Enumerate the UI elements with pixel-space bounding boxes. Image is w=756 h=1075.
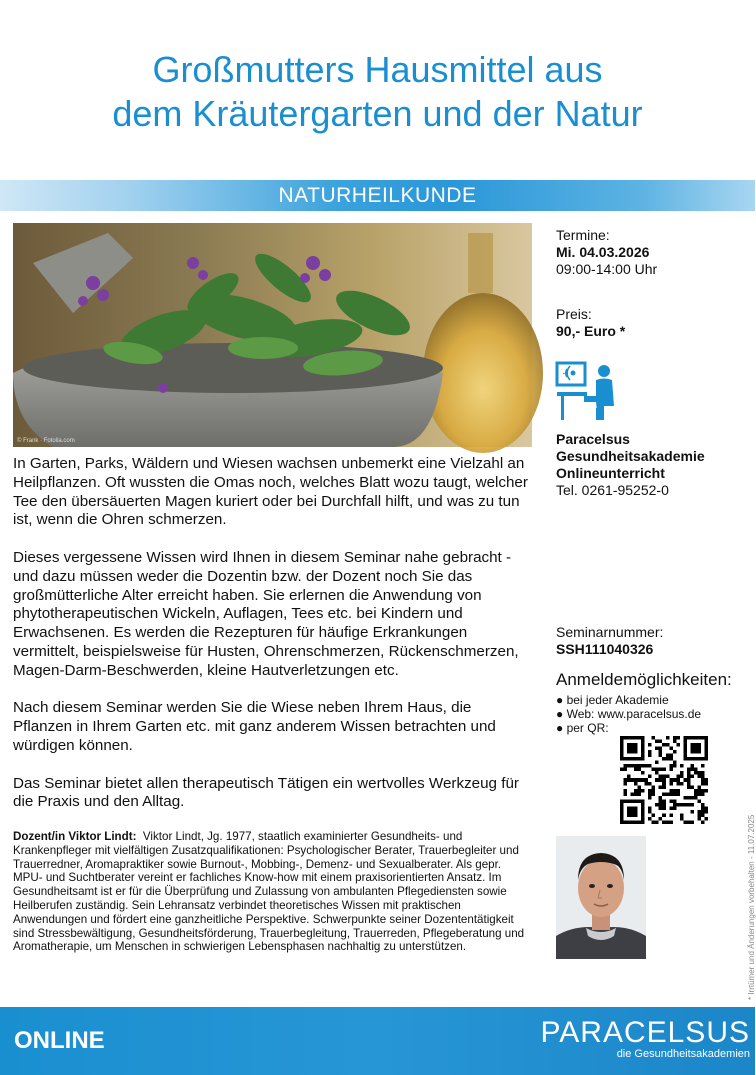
category-label: NATURHEILKUNDE bbox=[278, 184, 477, 207]
dates-block bbox=[556, 227, 751, 278]
registration-item[interactable]: ● Web: www.paracelsus.de bbox=[556, 707, 702, 721]
course-date: Mi. 04.03.2026 bbox=[556, 244, 650, 260]
title-line-2: dem Kräutergarten und der Natur bbox=[112, 93, 643, 134]
registration-item: ● per QR: bbox=[556, 721, 609, 735]
brand-logo bbox=[540, 1016, 750, 1060]
disclaimer: * Irrtümer und Änderungen vorbehalten - 11.07.2025 bbox=[747, 814, 756, 1000]
description-paragraph: In Garten, Parks, Wäldern und Wiesen wachsen unbemerkt eine Vielzahl an Heilpflanzen. Oft wussten die Omas noch, welches Blatt wozu taugt, welcher Tee den übersäuerten Magen kuriert oder bei Durchfall hilft, und was zu tun ist, wenn die Ohren schmerzen. bbox=[13, 455, 528, 529]
herbs-image bbox=[13, 223, 532, 447]
brand-name: PARACELSUS bbox=[540, 1016, 750, 1049]
title-line-1: Großmutters Hausmittel aus bbox=[152, 49, 603, 90]
description-paragraph: Dieses vergessene Wissen wird Ihnen in diesem Seminar nahe gebracht - und dazu müssen weder die Dozentin bzw. der Dozent noch Sie das großmütterliche Alter erreicht haben. Sie erlernen die Anwendung von phytotherapeutischen Wickeln, Auflagen, Tees etc. bei Kindern und Erwachsenen. Es werden die Rezepturen für häufige Erkrankungen vermittelt, beispielsweise für Husten, Ohrenschmerzen, Rückenschmerzen, Magen-Darm-Beschwerden, kleine Hautverletzungen etc. bbox=[13, 548, 519, 679]
lecturer-portrait bbox=[556, 836, 646, 959]
qr-code-icon[interactable] bbox=[620, 736, 708, 824]
description-paragraph: Nach diesem Seminar werden Sie die Wiese neben Ihrem Haus, die Pflanzen in Ihrem Garten etc. mit ganz anderem Wissen betrachten und würdigen können. bbox=[13, 699, 496, 754]
lecturer-label: Dozent/in Viktor Lindt: bbox=[13, 830, 137, 843]
registration-item: ● bei jeder Akademie bbox=[556, 693, 669, 707]
lecturer-bio bbox=[13, 830, 533, 954]
lecturer-text: Viktor Lindt, Jg. 1977, staatlich examinierter Gesundheits- und Krankenpfleger mit vielfältigen Zusatzqualifikationen: Psychologischer Berater, Trauerbegleiter und Trauerredner, Aromapraktiker sowie Burnout-, Mobbing-, Demenz- und Sexualberater. Als gepr. MPU- und Suchtberater vereint er fachliches Know-how mit einem praxisorientierten Ansatz. Im Gesundheitsamt ist er für die Überprüfung und Zulassung von ambulanten Pflegediensten sowie Heilberufen zuständig. Sein Lehransatz verbindet theoretisches Wissen mit praktischen Anwendungen und fördert eine ganzheitliche Perspektive. Schwerpunkte seiner Dozententätigkeit sind Stressbewältigung, Gesundheitsförderung, Trauerbegleitung, Trauerreden, Pflegeberatung und Aromatherapie, um Menschen in schwierigen Lebensphasen nachhaltig zu unterstützen. bbox=[13, 830, 525, 954]
price-block bbox=[556, 306, 751, 340]
seminar-number: SSH111040326 bbox=[556, 641, 654, 657]
termine-label: Termine: bbox=[556, 227, 610, 243]
org-line-1: Paracelsus bbox=[556, 431, 630, 447]
organizer-block bbox=[556, 431, 751, 499]
description bbox=[13, 455, 533, 831]
course-mode: ONLINE bbox=[14, 1027, 105, 1054]
course-price: 90,- Euro * bbox=[556, 323, 626, 339]
org-phone: Tel. 0261-95252-0 bbox=[556, 482, 669, 498]
org-line-3: Onlineunterricht bbox=[556, 465, 665, 481]
seminar-number-label: Seminarnummer: bbox=[556, 624, 664, 640]
preis-label: Preis: bbox=[556, 306, 592, 322]
org-line-2: Gesundheitsakademie bbox=[556, 448, 705, 464]
description-paragraph: Das Seminar bietet allen therapeutisch Tätigen ein wertvolles Werkzeug für die Praxis und den Alltag. bbox=[13, 774, 519, 811]
page-title bbox=[0, 48, 755, 136]
photo-credit: © Frank · Fotolia.com bbox=[17, 438, 75, 444]
registration-list bbox=[556, 693, 701, 735]
course-time: 09:00-14:00 Uhr bbox=[556, 261, 658, 277]
registration-title: Anmeldemöglichkeiten: bbox=[556, 670, 732, 689]
person-at-computer-icon bbox=[556, 362, 616, 422]
seminar-number-block bbox=[556, 624, 751, 658]
herbs-photo bbox=[13, 223, 532, 447]
brand-subtitle: die Gesundheitsakademien bbox=[616, 1048, 750, 1060]
